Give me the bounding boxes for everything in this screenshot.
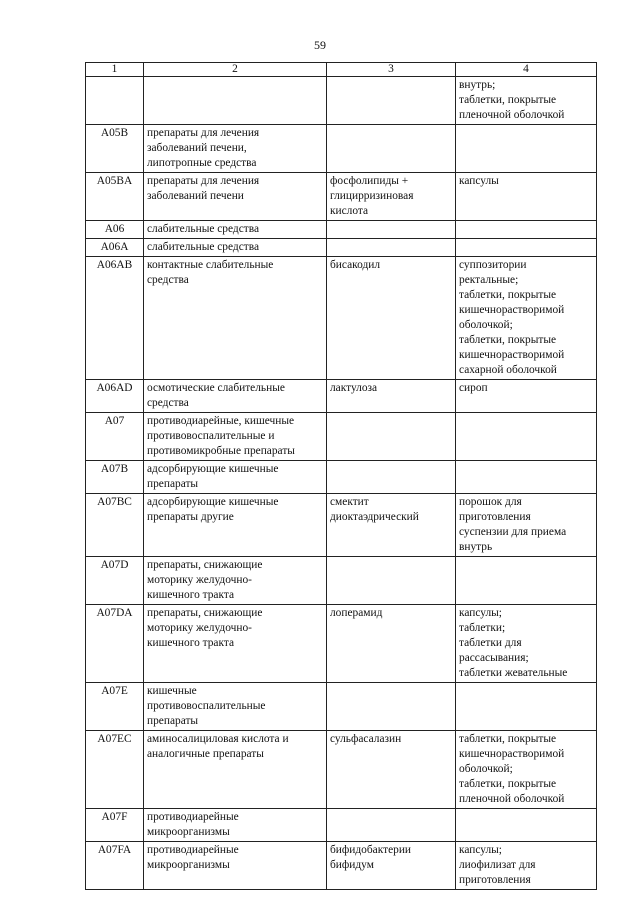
cell-text-line: слабительные средства (147, 241, 260, 253)
table-row (86, 494, 597, 557)
table-row (86, 257, 597, 380)
cell-text-line: A05BA (96, 175, 133, 187)
cell-text-line: рассасывания; (459, 652, 529, 664)
cell-text-line: сахарной оболочкой (459, 364, 557, 376)
cell-text-line: средства (147, 397, 189, 409)
cell-text-line: моторику желудочно- (147, 574, 252, 586)
dosage-form-cell (456, 557, 597, 605)
atc-code-cell (86, 557, 144, 605)
cell-text-line: диоктаэдрический (330, 511, 419, 523)
dosage-form-cell (456, 494, 597, 557)
cell-text-line: глицирризиновая (330, 190, 414, 202)
cell-text-line: A06AB (96, 259, 133, 271)
cell-text-line: кишечные (147, 685, 197, 697)
drug-name-cell (327, 221, 456, 239)
drug-name-cell (327, 239, 456, 257)
anatomical-group-cell (144, 77, 327, 125)
drug-name-cell (327, 77, 456, 125)
cell-text-line: противодиарейные, кишечные (147, 415, 295, 427)
cell-text-line: капсулы; (459, 607, 502, 619)
cell-text-line: A07FA (97, 844, 132, 856)
table-row (86, 809, 597, 842)
cell-text-line: кишечнорастворимой (459, 748, 565, 760)
cell-text-line: микроорганизмы (147, 859, 230, 871)
cell-text-line: A06 (104, 223, 125, 235)
cell-text-line: микроорганизмы (147, 826, 230, 838)
cell-text-line: противомикробные препараты (147, 445, 295, 457)
cell-text-line: A06AD (96, 382, 133, 394)
cell-text-line: пленочной оболочкой (459, 109, 565, 121)
cell-text-line: внутрь (459, 541, 493, 553)
cell-text-line: слабительные средства (147, 223, 260, 235)
table-row (86, 77, 597, 125)
cell-text-line: A07EC (97, 733, 132, 745)
drug-name-cell (327, 731, 456, 809)
dosage-form-cell (456, 239, 597, 257)
cell-text-line: A07DA (96, 607, 133, 619)
atc-code-cell (86, 221, 144, 239)
cell-text-line: пленочной оболочкой (459, 793, 565, 805)
drug-name-cell (327, 380, 456, 413)
table-row (86, 683, 597, 731)
cell-text-line: A07D (100, 559, 129, 571)
cell-text-line: аминосалициловая кислота и (147, 733, 289, 745)
table-row (86, 731, 597, 809)
cell-text-line: противодиарейные (147, 811, 239, 823)
cell-text-line: оболочкой; (459, 319, 513, 331)
dosage-form-cell (456, 683, 597, 731)
cell-text-line: A06A (100, 241, 129, 253)
anatomical-group-cell (144, 413, 327, 461)
cell-text-line: таблетки, покрытые (459, 778, 557, 790)
cell-text-line: моторику желудочно- (147, 622, 252, 634)
cell-text-line: бифидум (330, 859, 374, 871)
cell-text-line: препараты другие (147, 511, 234, 523)
atc-code-cell (86, 461, 144, 494)
atc-code-cell (86, 125, 144, 173)
anatomical-group-cell (144, 221, 327, 239)
cell-text-line: таблетки, покрытые (459, 733, 557, 745)
cell-text-line: лактулоза (330, 382, 378, 394)
cell-text-line: лиофилизат для (459, 859, 536, 871)
anatomical-group-cell (144, 380, 327, 413)
cell-text-line: таблетки, покрытые (459, 289, 557, 301)
cell-text-line: противовоспалительные и (147, 430, 275, 442)
atc-code-cell (86, 494, 144, 557)
cell-text-line: препараты, снижающие (147, 559, 263, 571)
cell-text-line: лоперамид (330, 607, 383, 619)
anatomical-group-cell (144, 461, 327, 494)
table-row (86, 461, 597, 494)
cell-text-line: суппозитории (459, 259, 527, 271)
cell-text-line: заболеваний печени, (147, 142, 247, 154)
cell-text-line: бифидобактерии (330, 844, 412, 856)
anatomical-group-cell (144, 842, 327, 890)
atc-code-cell (86, 809, 144, 842)
cell-text-line: контактные слабительные (147, 259, 274, 271)
cell-text-line: средства (147, 274, 189, 286)
cell-text-line: кислота (330, 205, 369, 217)
cell-text-line: препараты для лечения (147, 127, 260, 139)
table-row (86, 239, 597, 257)
anatomical-group-cell (144, 683, 327, 731)
header-col-4: 4 (456, 63, 597, 77)
table-row (86, 380, 597, 413)
anatomical-group-cell (144, 239, 327, 257)
dosage-form-cell (456, 380, 597, 413)
cell-text-line: капсулы; (459, 844, 502, 856)
cell-text-line: препараты для лечения (147, 175, 260, 187)
anatomical-group-cell (144, 257, 327, 380)
atc-code-cell (86, 257, 144, 380)
cell-text-line: противодиарейные (147, 844, 239, 856)
dosage-form-cell (456, 842, 597, 890)
anatomical-group-cell (144, 494, 327, 557)
cell-text-line: кишечного тракта (147, 589, 235, 601)
cell-text-line: ректальные; (459, 274, 519, 286)
cell-text-line: порошок для (459, 496, 522, 508)
drug-name-cell (327, 461, 456, 494)
atc-code-cell (86, 413, 144, 461)
atc-code-cell (86, 380, 144, 413)
drug-name-cell (327, 809, 456, 842)
table-row (86, 221, 597, 239)
atc-code-cell (86, 605, 144, 683)
dosage-form-cell (456, 221, 597, 239)
table-body (86, 77, 597, 890)
cell-text-line: адсорбирующие кишечные (147, 496, 279, 508)
drug-name-cell (327, 683, 456, 731)
cell-text-line: липотропные средства (147, 157, 257, 169)
anatomical-group-cell (144, 557, 327, 605)
drug-name-cell (327, 494, 456, 557)
cell-text-line: бисакодил (330, 259, 381, 271)
drug-name-cell (327, 125, 456, 173)
cell-text-line: таблетки; (459, 622, 506, 634)
cell-text-line: A07F (101, 811, 128, 823)
cell-text-line: заболеваний печени (147, 190, 244, 202)
cell-text-line: противовоспалительные (147, 700, 266, 712)
cell-text-line: внутрь; (459, 79, 496, 91)
cell-text-line: A05B (100, 127, 129, 139)
atc-code-cell (86, 683, 144, 731)
cell-text-line: препараты (147, 478, 199, 490)
table-row (86, 842, 597, 890)
anatomical-group-cell (144, 731, 327, 809)
cell-text-line: кишечнорастворимой (459, 304, 565, 316)
dosage-form-cell (456, 461, 597, 494)
atc-code-cell (86, 239, 144, 257)
dosage-form-cell (456, 605, 597, 683)
table-row (86, 173, 597, 221)
cell-text-line: сироп (459, 382, 488, 394)
drug-name-cell (327, 842, 456, 890)
anatomical-group-cell (144, 173, 327, 221)
cell-text-line: смектит (330, 496, 369, 508)
cell-text-line: таблетки жевательные (459, 667, 568, 679)
dosage-form-cell (456, 77, 597, 125)
dosage-form-cell (456, 809, 597, 842)
table-row (86, 413, 597, 461)
cell-text-line: сульфасалазин (330, 733, 402, 745)
header-col-3: 3 (327, 63, 456, 77)
atc-code-cell (86, 77, 144, 125)
cell-text-line: таблетки, покрытые (459, 334, 557, 346)
cell-text-line: таблетки для (459, 637, 522, 649)
cell-text-line: аналогичные препараты (147, 748, 264, 760)
anatomical-group-cell (144, 809, 327, 842)
cell-text-line: A07BC (97, 496, 132, 508)
cell-text-line: таблетки, покрытые (459, 94, 557, 106)
drug-name-cell (327, 605, 456, 683)
cell-text-line: оболочкой; (459, 763, 513, 775)
drug-name-cell (327, 257, 456, 380)
cell-text-line: кишечного тракта (147, 637, 235, 649)
header-col-1: 1 (86, 63, 144, 77)
table-row (86, 605, 597, 683)
cell-text-line: адсорбирующие кишечные (147, 463, 279, 475)
dosage-form-cell (456, 173, 597, 221)
header-row (86, 63, 597, 77)
cell-text-line: приготовления (459, 511, 531, 523)
drug-table (85, 62, 597, 890)
drug-name-cell (327, 173, 456, 221)
cell-text-line: A07 (104, 415, 125, 427)
anatomical-group-cell (144, 125, 327, 173)
atc-code-cell (86, 173, 144, 221)
dosage-form-cell (456, 257, 597, 380)
drug-name-cell (327, 413, 456, 461)
cell-text-line: осмотические слабительные (147, 382, 285, 394)
cell-text-line: фосфолипиды + (330, 175, 409, 187)
drug-name-cell (327, 557, 456, 605)
atc-code-cell (86, 842, 144, 890)
table-row (86, 557, 597, 605)
dosage-form-cell (456, 413, 597, 461)
cell-text-line: приготовления (459, 874, 531, 886)
cell-text-line: препараты, снижающие (147, 607, 263, 619)
dosage-form-cell (456, 731, 597, 809)
page-number: 59 (314, 38, 326, 52)
cell-text-line: A07B (100, 463, 129, 475)
cell-text-line: препараты (147, 715, 199, 727)
anatomical-group-cell (144, 605, 327, 683)
atc-code-cell (86, 731, 144, 809)
cell-text-line: капсулы (459, 175, 499, 187)
table-row (86, 125, 597, 173)
header-col-2: 2 (144, 63, 327, 77)
cell-text-line: кишечнорастворимой (459, 349, 565, 361)
dosage-form-cell (456, 125, 597, 173)
cell-text-line: A07E (101, 685, 128, 697)
cell-text-line: суспензии для приема (459, 526, 567, 538)
